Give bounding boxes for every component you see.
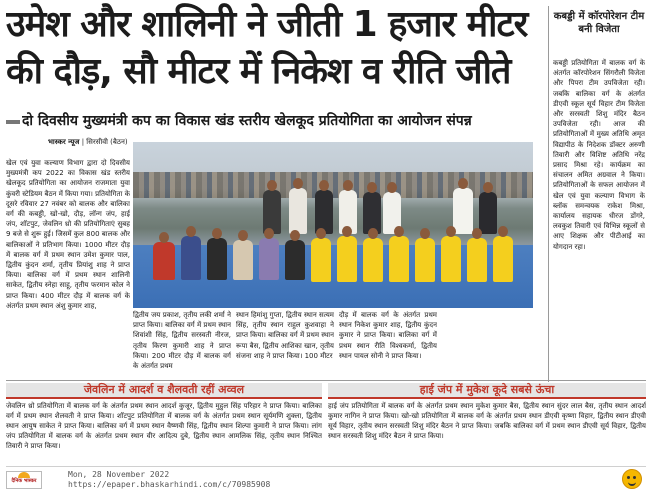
badge-eye (627, 476, 630, 479)
photo-head (212, 228, 222, 239)
photo-person (259, 238, 279, 280)
photo-person (493, 236, 513, 282)
dateline-separator: | (81, 138, 85, 146)
photo-person (415, 238, 435, 282)
photo-person (153, 242, 175, 280)
photo-head (498, 226, 508, 237)
dateline-place: सिरसीवी (बैठन) (86, 138, 128, 146)
newspaper-logo (6, 471, 42, 489)
badge-eye (633, 476, 636, 479)
photo-head (446, 226, 456, 237)
photo-person (363, 238, 383, 282)
dateline-source: भास्कर न्यूज (48, 138, 80, 146)
photo-person (389, 236, 409, 282)
photo-person (233, 240, 253, 280)
photo-person (311, 238, 331, 282)
photo-person (263, 190, 281, 234)
subheadline-marker (6, 120, 20, 124)
photo-head (394, 226, 404, 237)
photo-head (319, 180, 329, 191)
photo-person (441, 236, 461, 282)
subheadline: दो दिवसीय मुख्यमंत्री कप का विकास खंड स्तरीय खेलकूद प्रतियोगिता का आयोजन संपन्न (22, 113, 472, 129)
javelin-headline: जेवलिन में आदर्श व शैलवती रहीं अव्वल (6, 383, 322, 399)
photo-head (368, 228, 378, 239)
article-column-3: स्थान हिमांशु गुप्ता, द्वितीय स्थान सत्यम सिंह, तृतीय स्थान राहुल कुशवाहा ने प्राप्त किया। बालिका वर्ग में प्रथम स्थान रूपा बैस, द्वितीय आशिका खान, तृतीय संजना शाह ने प्राप्त किया। 100 मीटर (236, 311, 334, 360)
section-divider (6, 380, 646, 381)
headline-line2: की दौड़, सौ मीटर में निकेश व रीति जीते (6, 51, 511, 92)
photo-person (467, 238, 487, 282)
photo-head (264, 228, 274, 239)
sidebar-title: कबड्डी में कॉरपोरेशन टीम बनी विजेता (553, 11, 645, 35)
photo-person (207, 238, 227, 280)
photo-head (342, 226, 352, 237)
photo-person (315, 190, 333, 234)
sidebar-text: कबड्डी प्रतियोगिता में बालक वर्ग के अंतर्गत कॉरपोरेशन सिंगरौली विजेता और पिपरा टीम उपविजेता रही। जबकि बालिका वर्ग के अंतर्गत डीएवी स्कूल सूर्य विहार टीम विजेता और सरस्वती शिशु मंदिर बैठन उपविजेता रही। आज की प्रतियोगिताओं में मुख्य अतिथि अमृत विद्यापीठ के निदेशक डॉक्टर अरुणी तिवारी और विशिष्ट अतिथि नरेंद्र प्रसाद मिश्रा रहे। कार्यक्रम का संचालन अमित अग्रवाल ने किया। प्रतियोगिताओं के सफल आयोजन में खेल एवं युवा कल्याण विभाग के ब्लॉक समन्वयक राकेश मिश्रा, कार्यालय सहायक धीरज डोंगरे, लवकुश तिवारी एवं विभिन्न स्कूलों से आए शिक्षक और पीटीआई का योगदान रहा। (553, 59, 645, 251)
smiley-badge-icon (622, 469, 642, 489)
article-column-4: दौड़ में बालक वर्ग के अंतर्गत प्रथम स्थान निकेश कुमार शाह, द्वितीय कुंदन कुमार ने प्राप्त किया। बालिका वर्ग में प्रथम स्थान रीति विश्वकर्मा, द्वितीय स्थान पायल सोनी ने प्राप्त किया। (339, 311, 437, 360)
logo-text: दैनिक भास्कर (11, 478, 37, 484)
photo-person (285, 240, 305, 280)
photo-person (289, 188, 307, 234)
photo-person (181, 236, 201, 280)
photo-person (479, 192, 497, 234)
photo-head (472, 228, 482, 239)
photo-head (316, 228, 326, 239)
photo-head (483, 182, 493, 193)
photo-head (343, 180, 353, 191)
column-divider (548, 6, 549, 382)
high-jump-story: हाई जंप प्रतियोगिता में बालक वर्ग के अंतर्गत प्रथम स्थान मुकेश कुमार बैस, द्वितीय स्थान सुंदर लाल बैस, तृतीय स्थान आदर्श कुमार नागिन ने प्राप्त किया। खो-खो प्रतियोगिता में बालक वर्ग के अंतर्गत प्रथम स्थान डीएवी कृष्णा विहार, द्वितीय स्थान डीएवी सूर्य विहार, तृतीय स्थान सरस्वती शिशु मंदिर बैठन ने प्राप्त किया। जबकि बालिका वर्ग में प्रथम स्थान डीएवी सूर्य विहार, द्वितीय स्थान सरस्वती शिशु मंदिर बैठन ने प्राप्त किया। (328, 402, 646, 440)
photo-crowd (133, 172, 533, 198)
photo-head (186, 226, 196, 237)
photo-head (238, 230, 248, 241)
article-column-1: खेल एवं युवा कल्याण विभाग द्वारा दो दिवसीय मुख्यमंत्री कप 2022 का विकास खंड स्तरीय खेलकूद प्रतियोगिता का आयोजन राजमाता युवा कुंवरी स्टेडियम बैठन में किया गया। प्रतियोगिता के दूसरे रविवार 27 नवंबर को बालक और बालिका वर्ग की कबड्डी, खो-खो, दौड़, लॉन्ग जंप, हाई जंप, शॉटपुट, जेवलिन थ्रो की प्रतियोगिताएं सुबह 9 बजे से शुरू हुई। जिसमें कुल 800 बालक और बालिकाओं ने प्रतिभाग किया। 1000 मीटर दौड़ में बालक वर्ग में प्रथम स्थान उमेश कुमार पाल, द्वितीय कुंदन शर्मा, तृतीय प्रियांशु शाह ने प्राप्त किया। बालिका वर्ग में प्रथम स्थान शालिनी साकेत, द्वितीय स्नेहा साहू, तृतीय फरमान कोल ने प्राप्त किया। 400 मीटर दौड़ में बालक वर्ग के अंतर्गत प्रथम स्थान अंशु कुमार शाह, (6, 159, 130, 310)
photo-head (290, 230, 300, 241)
photo-head (267, 180, 277, 191)
photo-head (387, 182, 397, 193)
photo-head (458, 178, 468, 189)
headline-line1: उमेश और शालिनी ने जीती 1 हजार मीटर (6, 4, 528, 45)
article-column-2: द्वितीय जय प्रकाश, तृतीय लकी शर्मा ने प्राप्त किया। बालिका वर्ग में प्रथम स्थान शिवांशी सिंह, द्वितीय सरस्वती नीरज, तृतीय किरण कुमारी शाह ने प्राप्त किया। 200 मीटर दौड़ में बालक वर्ग के अंतर्गत प्रथम (133, 311, 231, 371)
high-jump-headline: हाई जंप में मुकेश कूदे सबसे ऊंचा (328, 383, 646, 399)
photo-person (453, 188, 473, 234)
edition-url[interactable]: https://epaper.bhaskarhindi.com/c/70985908 (68, 480, 271, 489)
badge-mouth (628, 481, 636, 486)
photo-head (367, 182, 377, 193)
photo-head (159, 232, 169, 243)
photo-head (420, 228, 430, 239)
epaper-footer (6, 466, 646, 491)
javelin-story: जेवलिन थ्रो प्रतियोगिता में बालक वर्ग के अंतर्गत प्रथम स्थान आदर्श कुजूर, द्वितीय मुहुल सिंह परिहार ने प्राप्त किया। बालिका वर्ग में प्रथम स्थान शैलवती ने प्राप्त किया। शॉटपुट प्रतियोगिता में बालक वर्ग के अंतर्गत प्रथम स्थान सूर्यमणि शुक्ला, द्वितीय स्थान आयुष साकेत ने प्राप्त किया। बालिका वर्ग में प्रथम स्थान वैष्णवी सिंह, द्वितीय स्थान शिल्पा कुमारी ने प्राप्त किया। लांग जंप प्रतियोगिता में बालक वर्ग के अंतर्गत प्रथम स्थान वीर आदित्य दुबे, द्वितीय स्थान आमलिक सिंह, तृतीय स्थान निश्चित तिवारी ने प्राप्त किया। (6, 402, 322, 450)
team-photo (133, 142, 533, 308)
dateline (48, 137, 128, 147)
edition-date: Mon, 28 November 2022 (68, 470, 170, 479)
photo-person (337, 236, 357, 282)
photo-head (293, 178, 303, 189)
